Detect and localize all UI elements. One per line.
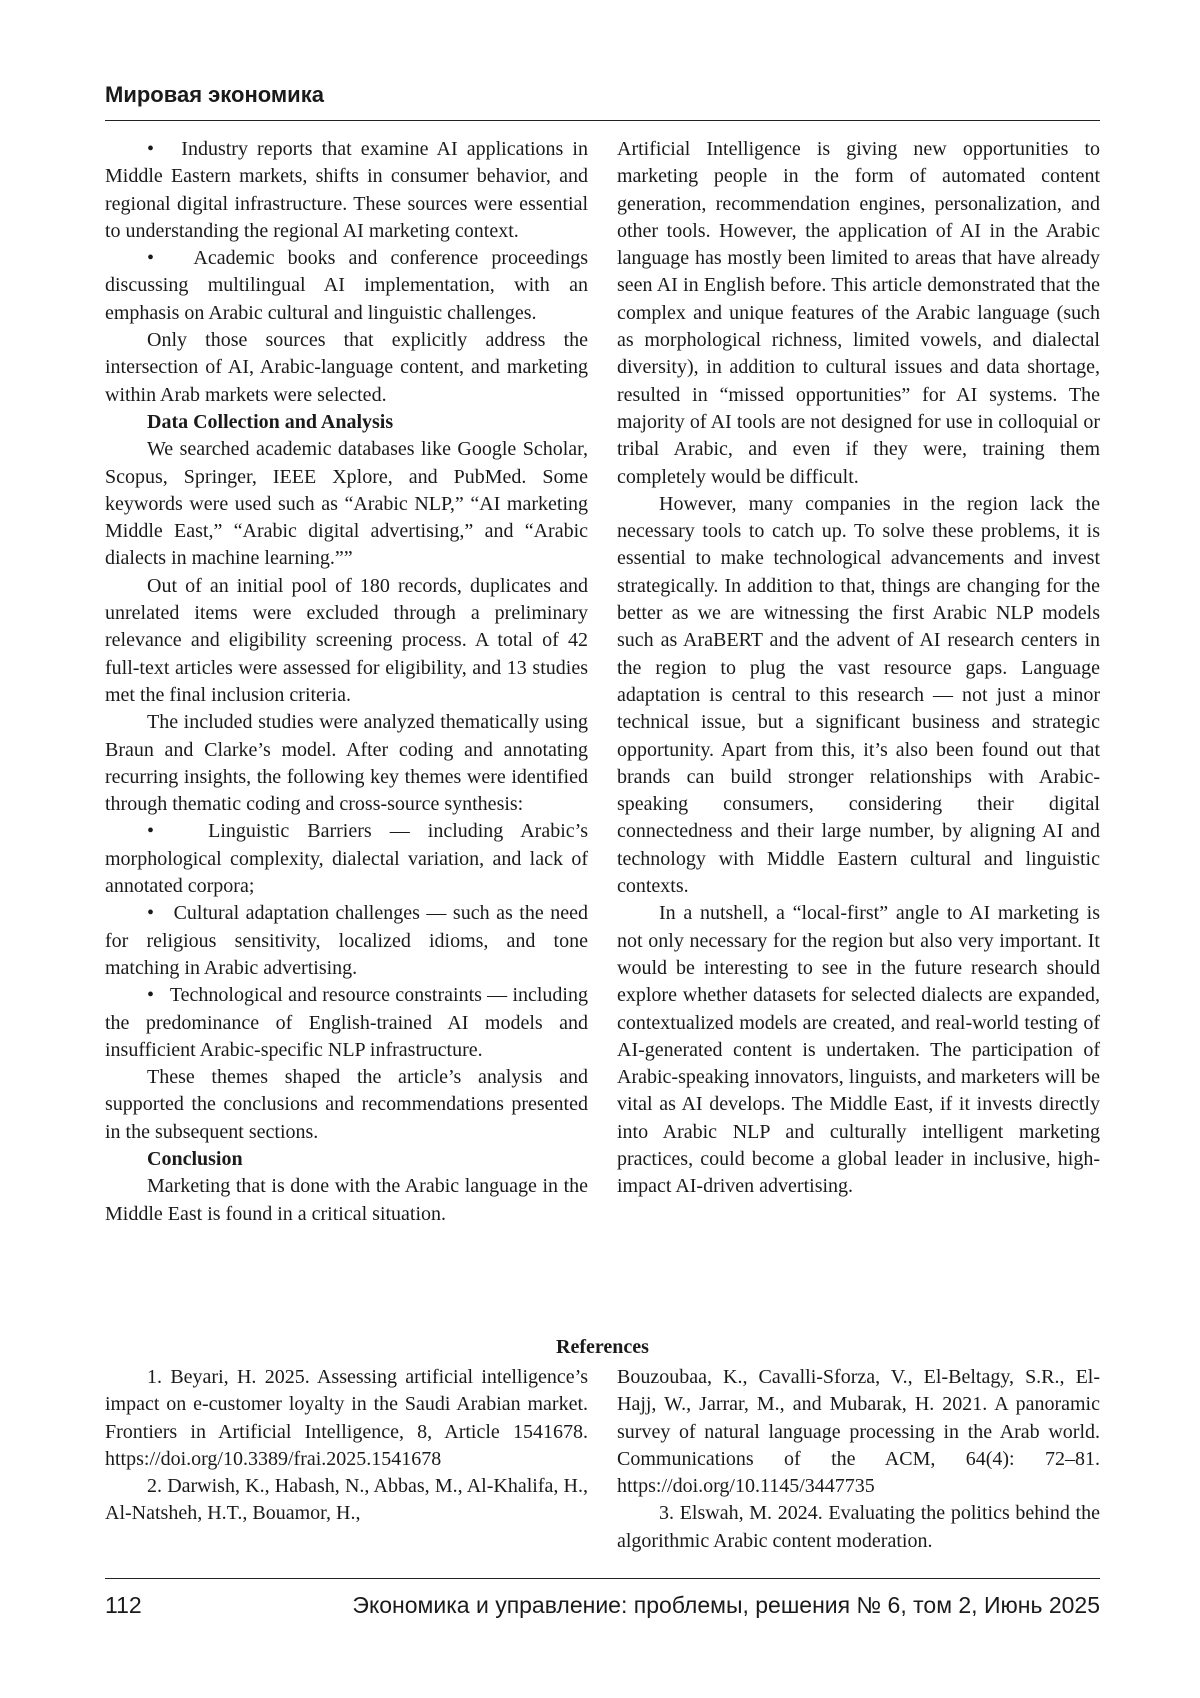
page-number: 112 bbox=[105, 1592, 142, 1618]
bullet-icon: • bbox=[147, 247, 194, 270]
journal-citation: Экономика и управление: проблемы, решения № 6, том 2, Июнь 2025 bbox=[352, 1592, 1100, 1618]
bullet-icon: • bbox=[147, 820, 209, 843]
paragraph: In a nutshell, a “local-first” angle to AI marketing is not only necessary for the region but also very important. It would be interesting to see in the future research should explore whether datasets for selected dialects are expanded, contextualized models are created, and real-world testing of AI-generated content is undertaken. The participation of Arabic-speaking innovators, linguists, and marketers will be vital as AI develops. The Middle East, if it invests directly into Arabic NLP and culturally intelligent marketing practices, could become a global leader in inclusive, high-impact AI-driven advertising. bbox=[617, 902, 1100, 1198]
bullet-text: Cultural adaptation challenges — such as the need for religious sensitivity, localized idioms, and tone matching in Arabic advertising. bbox=[105, 902, 588, 979]
paragraph: Only those sources that explicitly address the intersection of AI, Arabic-language content, and marketing within Arab markets were selected. bbox=[105, 329, 588, 406]
bullet-paragraph bbox=[105, 245, 588, 327]
bullet-text: Industry reports that examine AI applications in Middle Eastern markets, shifts in consumer behavior, and regional digital infrastructure. These sources were essential to understanding the regional AI marketing context. bbox=[105, 138, 588, 242]
paragraph: 1. Beyari, H. 2025. Assessing artificial intelligence’s impact on e-customer loyalty in the Saudi Arabian market. Frontiers in Artificial Intelligence, 8, Article 1541678. https://doi.org/10.3389/frai.2025.1541678 bbox=[105, 1366, 588, 1470]
paragraph: Out of an initial pool of 180 records, duplicates and unrelated items were excluded through a preliminary relevance and eligibility screening process. A total of 42 full-text articles were assessed for eligibility, and 13 studies met the final inclusion criteria. bbox=[105, 574, 588, 706]
right-column bbox=[617, 136, 1100, 1201]
bullet-icon: • bbox=[147, 984, 170, 1007]
paragraph: These themes shaped the article’s analysis and supported the conclusions and recommendations presented in the subsequent sections. bbox=[105, 1066, 588, 1143]
header-rule bbox=[105, 120, 1100, 121]
paragraph: Artificial Intelligence is giving new opportunities to marketing people in the form of automated content generation, recommendation engines, personalization, and other tools. However, the application of AI in the Arabic language has mostly been limited to areas that have already seen AI in English before. This article demonstrated that the complex and unique features of the Arabic language (such as morphological richness, limited vowels, and dialectal diversity), in addition to cultural issues and data shortage, resulted in “missed opportunities” for AI systems. The majority of AI tools are not designed for use in colloquial or tribal Arabic, and even if they were, training them completely would be difficult. bbox=[617, 138, 1100, 488]
section-heading: Conclusion bbox=[147, 1147, 243, 1170]
bullet-icon: • bbox=[147, 138, 182, 160]
references-left-column bbox=[105, 1364, 588, 1528]
bullet-text: Linguistic Barriers — including Arabic’s morphological complexity, dialectal variation, and lack of annotated corpora; bbox=[105, 820, 588, 898]
bullet-text: Academic books and conference proceedings discussing multilingual AI implementation, with an emphasis on Arabic cultural and linguistic challenges. bbox=[105, 247, 588, 324]
bullet-paragraph bbox=[105, 900, 588, 982]
paragraph: Bouzoubaa, K., Cavalli-Sforza, V., El-Beltagy, S.R., El-Hajj, W., Jarrar, M., and Mubarak, H. 2021. A panoramic survey of natural language processing in the Arab world. Communications of the ACM, 64(4): 72–81. https://doi.org/10.1145/3447735 bbox=[617, 1366, 1100, 1498]
paragraph: The included studies were analyzed thematically using Braun and Clarke’s model. After coding and annotating recurring insights, the following key themes were identified through thematic coding and cross-source synthesis: bbox=[105, 711, 588, 816]
running-title: Мировая экономика bbox=[105, 82, 324, 107]
references-heading: References bbox=[556, 1336, 649, 1358]
paragraph: However, many companies in the region lack the necessary tools to catch up. To solve these problems, it is essential to make technological advancements and invest strategically. In addition to that, things are changing for the better as we are witnessing the first Arabic NLP models such as AraBERT and the advent of AI research centers in the region to plug the vast resource gaps. Language adaptation is central to this research — not just a minor technical issue, but a significant business and strategic opportunity. Apart from this, it’s also been found out that brands can build stronger relationships with Arabic-speaking consumers, considering their digital connectedness and their large number, by aligning AI and technology with Middle Eastern cultural and linguistic contexts. bbox=[617, 492, 1100, 898]
bullet-paragraph bbox=[105, 136, 588, 245]
paragraph: 2. Darwish, K., Habash, N., Abbas, M., Al-Khalifa, H., Al-Natsheh, H.T., Bouamor, H., bbox=[105, 1475, 588, 1525]
section-heading: Data Collection and Analysis bbox=[147, 410, 394, 433]
bullet-paragraph bbox=[105, 818, 588, 900]
paragraph: Marketing that is done with the Arabic language in the Middle East is found in a critical situation. bbox=[105, 1175, 588, 1225]
bullet-text: Technological and resource constraints — including the predominance of English-trained AI models and insufficient Arabic-specific NLP infrastructure. bbox=[105, 984, 588, 1061]
paragraph: 3. Elswah, M. 2024. Evaluating the politics behind the algorithmic Arabic content moderation. bbox=[617, 1502, 1100, 1552]
bullet-paragraph bbox=[105, 982, 588, 1064]
references-right-column bbox=[617, 1364, 1100, 1555]
footer-rule bbox=[105, 1578, 1100, 1579]
bullet-icon: • bbox=[147, 902, 174, 925]
paragraph: We searched academic databases like Google Scholar, Scopus, Springer, IEEE Xplore, and PubMed. Some keywords were used such as “Arabic NLP,” “AI marketing Middle East,” “Arabic digital advertising,” and “Arabic dialects in machine learning.”” bbox=[105, 438, 588, 570]
left-column bbox=[105, 136, 588, 1228]
